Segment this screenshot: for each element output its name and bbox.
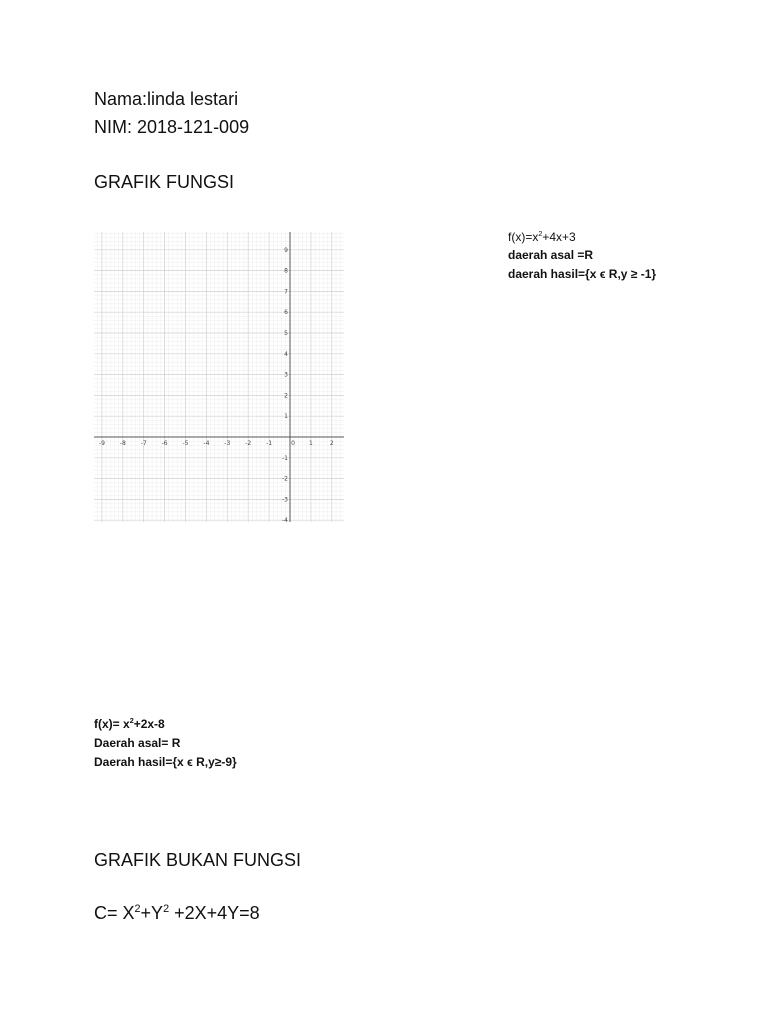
- chart1-y-tick-label: 5: [284, 330, 288, 337]
- section-title-grafik-bukan-fungsi: GRAFIK BUKAN FUNGSI: [94, 850, 302, 870]
- chart1-x-tick-label: -1: [266, 440, 273, 447]
- chart1-y-tick-label: 1: [284, 413, 288, 421]
- chart1-y-tick-label: 3: [284, 371, 288, 379]
- graph1-range: daerah hasil={x ϵ R,y ≥ -1}: [508, 267, 657, 281]
- graph1-domain: daerah asal =R: [508, 248, 594, 262]
- graph2-domain: Daerah asal= R: [94, 736, 181, 750]
- chart1-x-tick-label: -4: [203, 440, 210, 447]
- chart1-y-tick-label: 7: [284, 288, 288, 296]
- chart1-y-tick-label: -3: [282, 496, 288, 504]
- chart1-x-tick-label: -2: [245, 440, 252, 447]
- chart1-y-tick-label: 6: [284, 309, 288, 317]
- chart1-x-tick-label: -7: [140, 440, 147, 447]
- graph2-range: Daerah hasil={x ϵ R,y≥-9}: [94, 755, 237, 769]
- chart1-x-tick-label: 0: [291, 440, 295, 447]
- chart1-y-tick-label: -1: [282, 454, 288, 462]
- chart1-y-tick-label: 2: [284, 392, 288, 400]
- chart1-y-tick-label: 9: [284, 246, 288, 254]
- chart1-x-tick-label: -6: [161, 440, 168, 447]
- chart1-x-tick-label: -5: [182, 440, 189, 447]
- section-title-grafik-fungsi: GRAFIK FUNGSI: [94, 172, 235, 192]
- chart1-x-tick-label: -3: [224, 440, 231, 447]
- chart1-x-tick-label: 2: [329, 440, 334, 447]
- chart1-y-tick-label: -4: [282, 517, 288, 522]
- circle-equation: $C= X^2+Y^2 +2X+4Y=8$: [94, 903, 260, 923]
- chart1-y-tick-label: 8: [284, 267, 288, 275]
- chart1-x-tick-label: 1: [308, 440, 313, 447]
- graph-2-fx-x2-2x-8: [343, 438, 768, 700]
- graph2-function-label: $f(x)= x^2+2x-8$: [94, 716, 165, 731]
- chart1-x-tick-label: -8: [119, 440, 126, 447]
- chart1-y-tick-label: -2: [282, 475, 288, 483]
- graph-1-fx-x2-4x-3: [94, 232, 344, 522]
- chart1-y-tick-label: 4: [284, 350, 288, 358]
- chart1-x-tick-label: -9: [98, 440, 105, 447]
- student-nim: NIM: 2018-121-009: [94, 117, 250, 137]
- graph1-function-label: $f(x)=x^2+4x+3$: [508, 229, 576, 244]
- student-name: Nama:linda lestari: [94, 89, 239, 109]
